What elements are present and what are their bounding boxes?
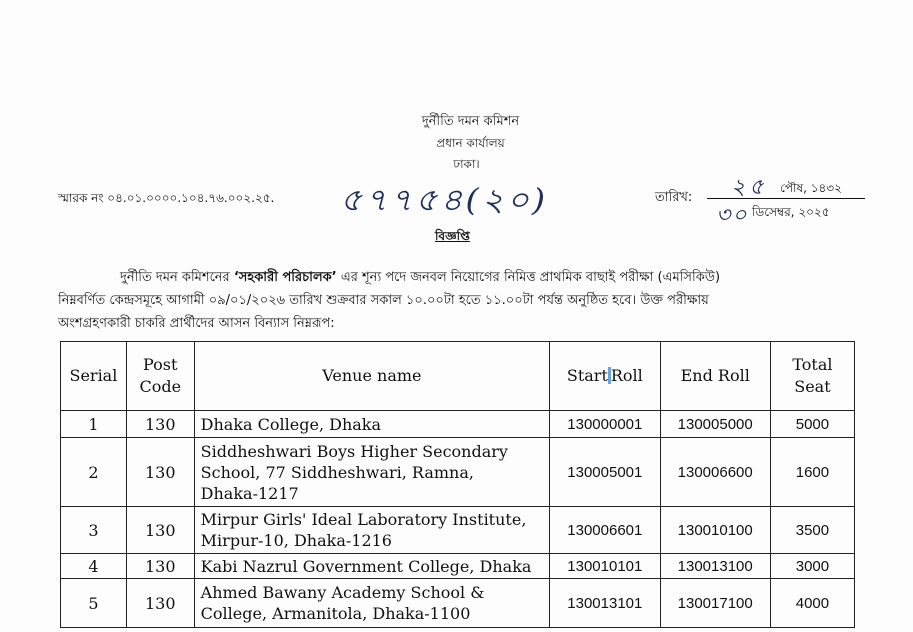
bangla-day-handwritten: ২৫ xyxy=(731,175,768,200)
cell-total-seat: 3000 xyxy=(770,554,854,579)
notice-body xyxy=(58,266,858,335)
table-row xyxy=(61,554,855,579)
cell-end-roll: 130010100 xyxy=(660,507,770,554)
cell-start-roll: 130006601 xyxy=(550,507,660,554)
cell-post-code: 130 xyxy=(126,554,194,579)
date-label: তারিখ: xyxy=(655,190,693,205)
header-start-roll xyxy=(550,342,660,411)
venue-line: School, 77 Siddheshwari, Ramna, xyxy=(200,462,474,482)
table-header-row xyxy=(61,342,855,411)
table-row xyxy=(61,411,855,438)
cell-end-roll: 130005000 xyxy=(660,411,770,438)
body-line-2: নিম্নবর্ণিত কেন্দ্রসমূহে আগামী ০৯/০১/২০২৬ তারিখ শুক্রবার সকাল ১০.০০টা হতে ১১.০০টা পর্যন্ত অনুষ্ঠিত হবে। উক্ত পরীক্ষায় xyxy=(58,293,709,308)
cell-start-roll: 130013101 xyxy=(550,579,660,628)
header-start-roll-a: Start xyxy=(566,366,608,385)
venue-line: Siddheshwari Boys Higher Secondary xyxy=(200,441,508,461)
cell-post-code: 130 xyxy=(126,507,194,554)
table-row xyxy=(61,507,855,554)
english-day-handwritten: ৩০ xyxy=(716,203,749,228)
venue-line: College, Armanitola, Dhaka-1100 xyxy=(200,604,471,623)
venue-line: Kabi Nazrul Government College, Dhaka xyxy=(200,556,532,576)
header-serial: Serial xyxy=(61,342,127,411)
cell-venue xyxy=(194,507,549,554)
header-end-roll: End Roll xyxy=(660,342,770,411)
english-month-year: ডিসেম্বর, ২০২৫ xyxy=(752,205,830,219)
cell-total-seat: 5000 xyxy=(770,411,854,438)
body-line-1-pre: দুর্নীতি দমন কমিশনের xyxy=(120,270,234,285)
header-venue: Venue name xyxy=(194,342,549,411)
venue-line: Mirpur Girls' Ideal Laboratory Institute, xyxy=(200,510,527,529)
header-post-code-line2: Code xyxy=(139,377,182,396)
cell-serial: 4 xyxy=(61,554,127,579)
cell-start-roll: 130005001 xyxy=(550,438,660,507)
table-row xyxy=(61,438,855,507)
header-city: ঢাকা। xyxy=(453,157,480,171)
venue-table xyxy=(60,341,855,628)
cell-post-code: 130 xyxy=(126,438,194,507)
header-post-code xyxy=(126,342,194,411)
cell-start-roll: 130010101 xyxy=(550,554,660,579)
cell-serial: 2 xyxy=(61,438,127,507)
venue-line: Dhaka College, Dhaka xyxy=(200,414,382,434)
memo-number-label: স্মারক নং ০৪.০১.০০০০.১০৪.৭৬.০০২.২৫. xyxy=(58,191,275,205)
bangla-month-year: পৌষ, ১৪৩২ xyxy=(780,181,842,195)
cell-end-roll: 130006600 xyxy=(660,438,770,507)
cell-total-seat: 3500 xyxy=(770,507,854,554)
header-total-seat-line1: Total xyxy=(792,355,833,374)
venue-line: Ahmed Bawany Academy School & xyxy=(200,583,485,602)
cell-total-seat: 4000 xyxy=(770,579,854,628)
body-line-1 xyxy=(58,266,858,289)
cell-start-roll: 130000001 xyxy=(550,411,660,438)
header-total-seat-line2: Seat xyxy=(794,377,831,396)
header-start-roll-b: Roll xyxy=(610,366,643,385)
header-org: দুর্নীতি দমন কমিশন xyxy=(421,114,520,129)
cell-venue xyxy=(194,579,549,628)
cell-serial: 1 xyxy=(61,411,127,438)
cell-serial: 3 xyxy=(61,507,127,554)
cell-end-roll: 130013100 xyxy=(660,554,770,579)
table-row xyxy=(61,579,855,628)
cell-end-roll: 130017100 xyxy=(660,579,770,628)
notice-title: বিজ্ঞপ্তি xyxy=(435,229,470,243)
body-line-1-post: এর শূন্য পদে জনবল নিয়োগের নিমিত্ত প্রাথমিক বাছাই পরীক্ষা (এমসিকিউ) xyxy=(336,270,721,285)
body-line-3: অংশগ্রহণকারী চাকরি প্রার্থীদের আসন বিন্যাস নিম্নরূপ: xyxy=(58,316,335,331)
memo-handwritten-number: ৫৭৭৫৪(২০) xyxy=(340,181,549,219)
header-office: প্রধান কার্যালয় xyxy=(436,136,505,150)
cell-post-code: 130 xyxy=(126,579,194,628)
venue-line: Mirpur-10, Dhaka-1216 xyxy=(200,531,392,550)
cell-post-code: 130 xyxy=(126,411,194,438)
post-title: ‘সহকারী পরিচালক’ xyxy=(233,270,337,285)
header-post-code-line1: Post xyxy=(143,355,178,374)
cell-total-seat: 1600 xyxy=(770,438,854,507)
cell-serial: 5 xyxy=(61,579,127,628)
cell-venue xyxy=(194,438,549,507)
header-total-seat xyxy=(770,342,854,411)
cell-venue xyxy=(194,411,549,438)
venue-line: Dhaka-1217 xyxy=(200,483,299,503)
cell-venue xyxy=(194,554,549,579)
